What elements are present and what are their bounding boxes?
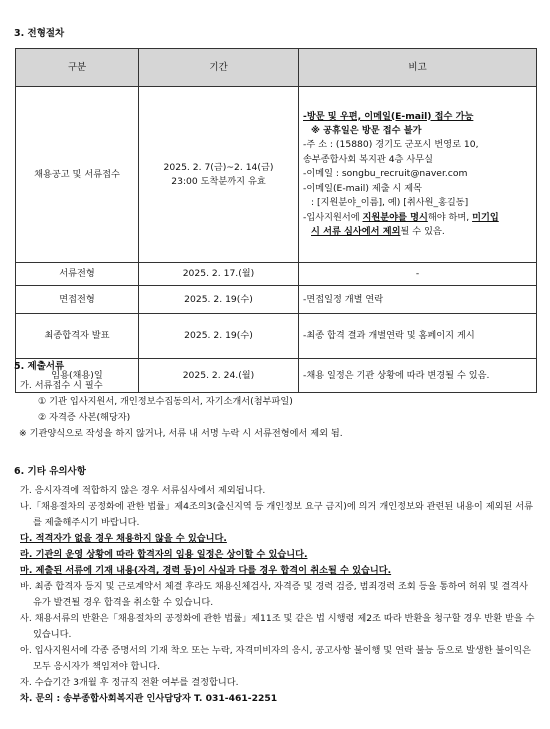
section5-list bbox=[20, 378, 535, 442]
section6-list bbox=[20, 483, 535, 707]
note-line: -이메일(E-mail) 제출 시 제목 bbox=[303, 182, 423, 194]
row-period: 2025. 2. 19(수) bbox=[139, 286, 299, 314]
table-row bbox=[16, 286, 537, 314]
list-item: 바. 최종 합격자 등지 및 근로계약서 체결 후라도 채용신체검사, 자격증 및 경력 검증, 범죄경력 조회 등을 통하여 허위 및 결격사유가 발견될 경우 합격을 취소할 수 있습니다. bbox=[20, 581, 529, 608]
list-item: 나.「채용절차의 공정화에 관한 법률」제4조의3(출신지역 등 개인정보 요구 금지)에 의거 개인정보와 관련된 내용이 제외된 서류를 제출해주시기 바랍니다. bbox=[20, 501, 534, 528]
table-row bbox=[16, 263, 537, 286]
row-note: -최종 합격 결과 개별연락 및 홈페이지 게시 bbox=[299, 314, 537, 359]
list-item: ② 자격증 사본(해당자) bbox=[38, 412, 131, 423]
note-line bbox=[303, 211, 532, 225]
row-category: 최종합격자 발표 bbox=[16, 314, 139, 359]
note-text: 될 수 있음. bbox=[400, 225, 445, 237]
note-line: : [지원분야_이름], 예) [취사원_홍길동] bbox=[311, 197, 469, 209]
list-item: 아. 입사지원서에 각종 증명서의 기재 착오 또는 누락, 자격미비자의 응시, 공고사항 불이행 및 연락 불능 등으로 발생한 불이익은 모두 응시자가 책임져야 합니다. bbox=[20, 645, 532, 672]
note-line: ※ 공휴일은 방문 접수 불가 bbox=[311, 125, 422, 137]
row-period: 2025. 2. 24.(월) bbox=[139, 359, 299, 393]
row-category: 채용공고 및 서류접수 bbox=[16, 87, 139, 263]
row-category: 면접전형 bbox=[16, 286, 139, 314]
list-item: 사. 채용서류의 반환은「채용절차의 공정화에 관한 법률」제11조 및 같은 법 시행령 제2조 따라 반환을 청구할 경우 반환 받을 수 있습니다. bbox=[20, 613, 535, 640]
note-line: -방문 및 우편, 이메일(E-mail) 접수 가능 bbox=[303, 110, 474, 122]
note-line: 송부종합사회 복지관 4층 사무실 bbox=[303, 153, 433, 165]
row-note: -채용 일정은 기관 상황에 따라 변경될 수 있음. bbox=[299, 359, 537, 393]
period-line: 23:00 도착분까지 유효 bbox=[171, 175, 266, 187]
header-period: 기간 bbox=[139, 49, 299, 87]
list-item: 라. 기관의 운영 상황에 따라 합격자의 임용 일정은 상이할 수 있습니다. bbox=[20, 549, 308, 560]
note-emphasis: 미기입 bbox=[472, 211, 499, 223]
note-line: -이메일 : songbu_recruit@naver.com bbox=[303, 168, 468, 180]
row-period bbox=[139, 87, 299, 263]
note-text: -입사지원서에 bbox=[303, 211, 363, 223]
row-category: 임용(채용)일 bbox=[16, 359, 139, 393]
table-header-row bbox=[16, 49, 537, 87]
row-note bbox=[299, 87, 537, 263]
note-emphasis: 지원분야를 명시 bbox=[362, 211, 428, 223]
section6-title: 6. 기타 유의사항 bbox=[14, 466, 86, 477]
table-row bbox=[16, 87, 537, 263]
section3-title: 3. 전형절차 bbox=[14, 28, 65, 39]
list-item: 다. 적격자가 없을 경우 채용하지 않을 수 있습니다. bbox=[20, 533, 227, 544]
list-item: 자. 수습기간 3개월 후 정규직 전환 여부를 결정합니다. bbox=[20, 677, 239, 688]
list-item: 가. 서류접수 시 필수 bbox=[20, 380, 103, 391]
list-item: ※ 기관양식으로 작성을 하지 않거나, 서류 내 서명 누락 시 서류전형에서 제외 됨. bbox=[19, 428, 343, 439]
note-text: 해야 하며, bbox=[427, 211, 473, 223]
section5-title: 5. 제출서류 bbox=[14, 361, 65, 372]
period-line: 2025. 2. 7(금)~2. 14(금) bbox=[163, 161, 274, 173]
table-row bbox=[16, 314, 537, 359]
note-line bbox=[303, 225, 532, 239]
row-period: 2025. 2. 19(수) bbox=[139, 314, 299, 359]
note-line: -주 소 : (15880) 경기도 군포시 번영로 10, bbox=[303, 139, 479, 151]
list-item: ① 기관 입사지원서, 개인정보수집동의서, 자기소개서(첨부파일) bbox=[38, 396, 293, 407]
list-item: 가. 응시자격에 적합하지 않은 경우 서류심사에서 제외됩니다. bbox=[20, 485, 266, 496]
header-category: 구분 bbox=[16, 49, 139, 87]
row-period: 2025. 2. 17.(월) bbox=[139, 263, 299, 286]
note-emphasis: 시 서류 심사에서 제외 bbox=[311, 225, 401, 237]
row-note: -면접일정 개별 연락 bbox=[299, 286, 537, 314]
list-item: 마. 제출된 서류에 기재 내용(자격, 경력 등)이 사실과 다를 경우 합격이 취소될 수 있습니다. bbox=[20, 565, 392, 576]
contact-info: 차. 문의 : 송부종합사회복지관 인사담당자 T. 031-461-2251 bbox=[20, 693, 278, 704]
selection-process-table bbox=[15, 48, 537, 393]
header-note: 비고 bbox=[299, 49, 537, 87]
row-note: - bbox=[299, 263, 537, 286]
row-category: 서류전형 bbox=[16, 263, 139, 286]
